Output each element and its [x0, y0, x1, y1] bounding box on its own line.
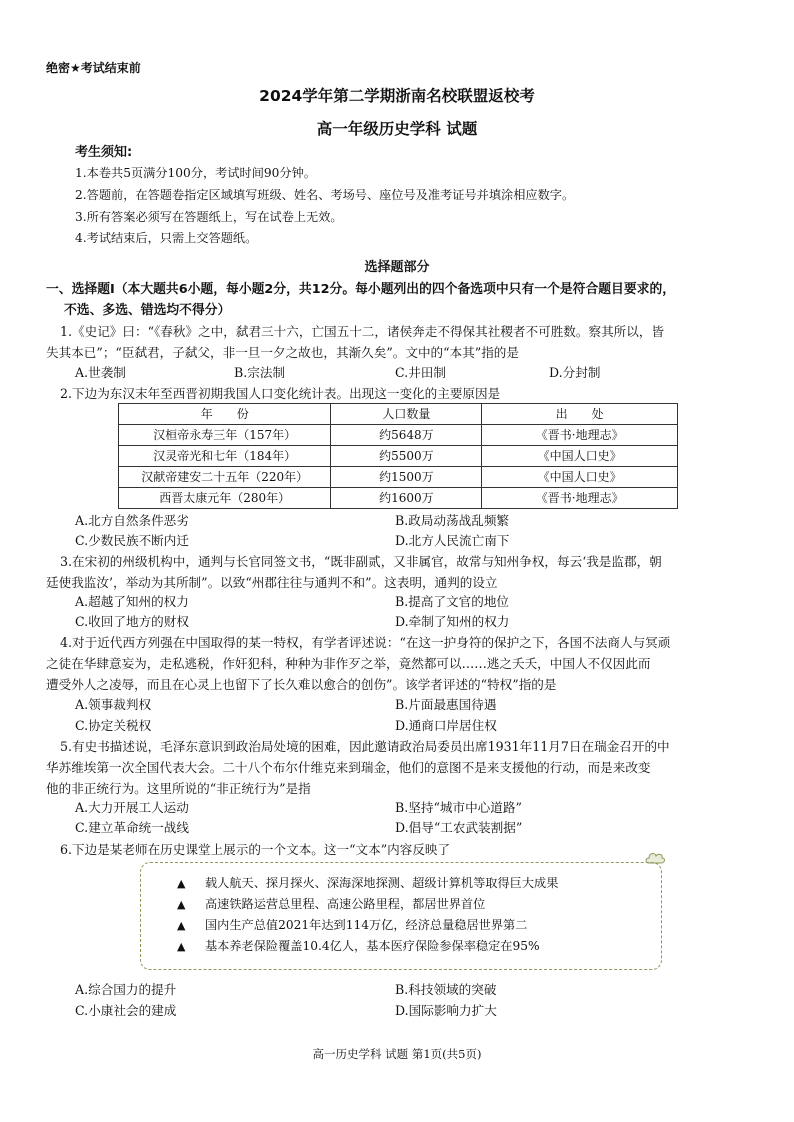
question-text: 他的非正统行为。这里所说的“非正统行为”是指 — [46, 781, 311, 796]
option-b[interactable]: B.科技领域的突破 — [395, 982, 497, 997]
triangle-icon: ▲ — [177, 940, 186, 953]
option-b[interactable]: B.提高了文官的地位 — [395, 594, 510, 609]
question-text: 失其本已”；“臣弑君，子弑父，非一旦一夕之故也，其渐久矣”。文中的“本其”指的是 — [46, 345, 519, 360]
section-title — [46, 279, 766, 321]
part-title: 选择题部分 — [364, 260, 430, 275]
question-text: 廷使我监汝’，举动为其所制”。以致“州郡往往与通判不和”。这表明，通判的设立 — [46, 575, 498, 590]
table-cell: 《中国人口史》 — [482, 467, 678, 488]
triangle-icon: ▲ — [177, 877, 186, 890]
option-c[interactable]: C.少数民族不断内迁 — [75, 533, 189, 548]
section-title-line: 一、选择题Ⅰ（本大题共6小题，每小题2分，共12分。每小题列出的四个备选项中只有一个是符合题目要求的， — [46, 282, 676, 297]
question-4 — [46, 632, 760, 695]
box-item — [177, 894, 485, 915]
triangle-icon: ▲ — [177, 919, 186, 932]
option-a[interactable]: A.领事裁判权 — [75, 697, 152, 712]
table-header-row — [119, 404, 678, 425]
question-text: 3.在宋初的州级机构中，通判与长官同签文书，“既非副贰，又非属官，故常与知州争权，每云‘我是监郡，朝 — [60, 554, 662, 569]
notice-item: 2.答题前，在答题卷指定区域填写班级、姓名、考场号、座位号及准考证号并填涂相应数字。 — [75, 188, 575, 202]
box-item-text: 基本养老保险覆盖10.4亿人，基本医疗保险参保率稳定在95% — [205, 939, 540, 953]
box-item-text: 国内生产总值2021年达到114万亿，经济总量稳居世界第二 — [205, 918, 528, 932]
question-2 — [60, 383, 760, 404]
table-cell: 《中国人口史》 — [482, 446, 678, 467]
section-title-line: 不选、多选、错选均不得分） — [64, 303, 231, 318]
box-item — [177, 873, 558, 894]
notice-item: 1.本卷共5页满分100分，考试时间90分钟。 — [75, 166, 316, 180]
option-b[interactable]: B.坚持“城市中心道路” — [395, 800, 522, 815]
question-text: 6.下边是某老师在历史课堂上展示的一个文本。这一“文本”内容反映了 — [60, 842, 451, 857]
option-a[interactable]: A.北方自然条件恶劣 — [75, 513, 189, 528]
table-cell: 汉桓帝永寿三年（157年） — [119, 425, 331, 446]
option-b[interactable]: B.政局动荡战乱频繁 — [395, 513, 510, 528]
table-cell: 约1500万 — [331, 467, 482, 488]
question-text: 之徒在华肆意妄为，走私逃税，作奸犯科，种种为非作歹之举，竟然都可以……逃之夭夭，中国人不仅因此而 — [46, 656, 651, 671]
question-text: 4.对于近代西方列强在中国取得的某一特权，有学者评述说：“在这一护身符的保护之下，各国不法商人与冥顽 — [60, 635, 671, 650]
option-b[interactable]: B.宗法制 — [234, 365, 286, 380]
table-cell: 约1600万 — [331, 488, 482, 509]
option-a[interactable]: A.综合国力的提升 — [75, 982, 177, 997]
option-d[interactable]: D.倡导“工农武装割据” — [395, 820, 523, 835]
box-item-text: 载人航天、探月探火、深海深地探测、超级计算机等取得巨大成果 — [205, 876, 559, 890]
table-header: 人口数量 — [331, 404, 482, 425]
notice-heading: 考生须知: — [75, 145, 133, 160]
question-text: 华苏维埃第一次全国代表大会。二十八个布尔什维克来到瑞金，他们的意图不是来支援他的行动，而是来改变 — [46, 760, 651, 775]
table-row — [119, 425, 678, 446]
question-5 — [46, 736, 760, 799]
box-item-text: 高速铁路运营总里程、高速公路里程，都居世界首位 — [205, 897, 486, 911]
table-cell: 汉灵帝光和七年（184年） — [119, 446, 331, 467]
page-footer: 高一历史学科 试题 第1页(共5页) — [312, 1047, 482, 1061]
exam-title: 2024学年第二学期浙南名校联盟返校考 — [259, 87, 535, 105]
option-c[interactable]: C.井田制 — [395, 365, 446, 380]
question-text: 2.下边为东汉末年至西晋初期我国人口变化统计表。出现这一变化的主要原因是 — [60, 386, 501, 401]
table-cell: 约5500万 — [331, 446, 482, 467]
table-header: 年 份 — [119, 404, 331, 425]
option-d[interactable]: D.通商口岸居住权 — [395, 718, 497, 733]
notice-item: 3.所有答案必须写在答题纸上，写在试卷上无效。 — [75, 210, 343, 224]
option-d[interactable]: D.北方人民流亡南下 — [395, 533, 510, 548]
table-cell: 西晋太康元年（280年） — [119, 488, 331, 509]
triangle-icon: ▲ — [177, 898, 186, 911]
notice-item: 4.考试结束后，只需上交答题纸。 — [75, 231, 258, 245]
option-a[interactable]: A.大力开展工人运动 — [75, 800, 189, 815]
option-a[interactable]: A.超越了知州的权力 — [75, 594, 189, 609]
exam-subtitle: 高一年级历史学科 试题 — [316, 120, 478, 138]
table-cell: 《晋书·地理志》 — [482, 425, 678, 446]
question-text: 遭受外人之凌辱，而且在心灵上也留下了长久难以愈合的创伤”。该学者评述的“特权”指的是 — [46, 677, 557, 692]
table-header: 出 处 — [482, 404, 678, 425]
question-1 — [46, 321, 760, 363]
question-3 — [46, 551, 760, 593]
option-b[interactable]: B.片面最惠国待遇 — [395, 697, 497, 712]
text-box — [140, 862, 662, 970]
option-c[interactable]: C.建立革命统一战线 — [75, 820, 189, 835]
table-row — [119, 446, 678, 467]
table-cell: 约5648万 — [331, 425, 482, 446]
table-row — [119, 467, 678, 488]
box-item — [177, 936, 540, 957]
option-c[interactable]: C.收回了地方的财权 — [75, 614, 189, 629]
question-text: 1.《史记》曰：“《春秋》之中，弑君三十六，亡国五十二，诸侯奔走不得保其社稷者不可胜数。察其所以，皆 — [60, 324, 665, 339]
option-c[interactable]: C.协定关税权 — [75, 718, 152, 733]
table-row — [119, 488, 678, 509]
table-cell: 汉献帝建安二十五年（220年） — [119, 467, 331, 488]
population-table — [118, 403, 678, 509]
option-d[interactable]: D.分封制 — [549, 365, 601, 380]
option-c[interactable]: C.小康社会的建成 — [75, 1003, 177, 1018]
question-text: 5.有史书描述说，毛泽东意识到政治局处境的困难，因此邀请政治局委员出席1931年11月7日在瑞金召开的中 — [60, 739, 670, 754]
table-cell: 《晋书·地理志》 — [482, 488, 678, 509]
box-item — [177, 915, 527, 936]
secret-mark: 绝密★考试结束前 — [46, 61, 141, 75]
option-d[interactable]: D.牵制了知州的权力 — [395, 614, 510, 629]
option-a[interactable]: A.世袭制 — [75, 365, 126, 380]
option-d[interactable]: D.国际影响力扩大 — [395, 1003, 497, 1018]
